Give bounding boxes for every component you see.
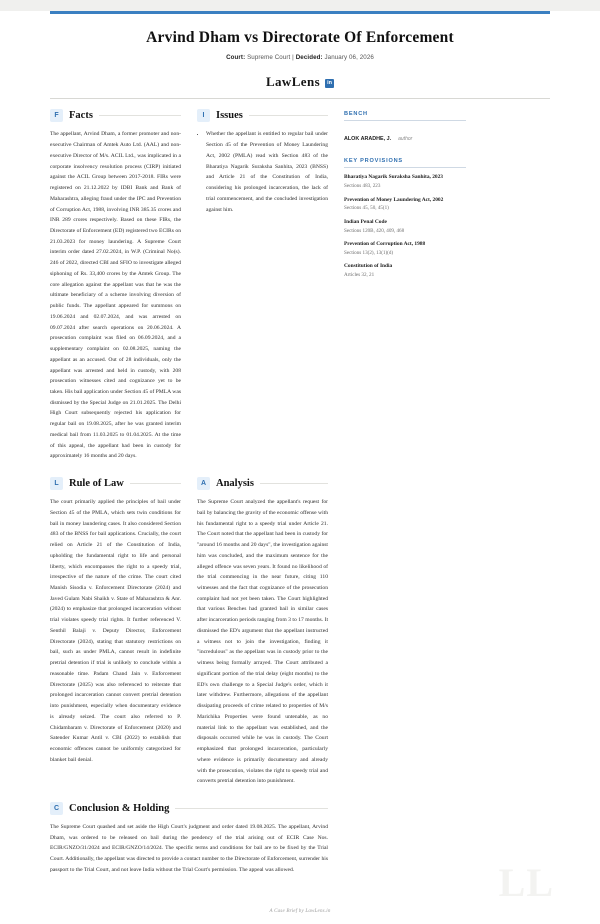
list-item — [344, 197, 466, 213]
facts-issues-row — [50, 109, 328, 477]
provision-sections: Articles 32, 21 — [344, 272, 375, 279]
document-meta — [60, 54, 540, 61]
key-provisions-title: KEY PROVISIONS — [344, 158, 403, 165]
provision-sections: Sections 483, 223 — [344, 183, 381, 190]
section-facts-title: Facts — [69, 110, 93, 122]
section-rule-of-law-header — [50, 477, 181, 490]
issues-list — [197, 129, 328, 215]
bench-title: BENCH — [344, 111, 368, 118]
page-title: Arvind Dham vs Directorate Of Enforcement — [146, 29, 454, 46]
section-issues-header — [197, 109, 328, 122]
rule-of-law-icon: L — [50, 477, 63, 490]
section-facts — [50, 109, 181, 462]
provision-name: Constitution of India — [344, 263, 393, 270]
section-analysis-header — [197, 477, 328, 490]
section-divider — [130, 483, 181, 484]
facts-column — [50, 109, 181, 477]
decided-label: Decided: — [295, 54, 323, 62]
provision-name: Bharatiya Nagarik Suraksha Sanhita, 2023 — [344, 174, 443, 181]
section-analysis-title: Analysis — [216, 478, 254, 490]
section-rule-of-law — [50, 477, 181, 765]
facts-icon: F — [50, 109, 63, 122]
document-footer: A Case Brief by LawLens.in — [269, 908, 331, 914]
section-facts-header — [50, 109, 181, 122]
list-item — [344, 241, 466, 257]
decided-value: January 06, 2026 — [324, 54, 374, 62]
conclusion-paragraph: The Supreme Court quashed and set aside the High Court's judgment and order dated 19.08.2025. The appellant, Arvind Dham, was ordered to be released on bail during the pendency of the trial arising out of ECIR Case Nos. ECIR/GNZO/31/2024 and ECIR/GNZO/14/2024. The specific terms and conditions for bail are to be fixed by the Trial Court. Additionally, the appellant was directed to provide a contact number to the Directorate of Enforcement, surrender his passport to the Trial Court, and not leave India without the Trial Court's permission. The appeal was allowed. — [50, 823, 328, 873]
conclusion-icon: C — [50, 802, 63, 815]
section-rule-of-law-title: Rule of Law — [69, 478, 124, 490]
section-issues-title: Issues — [216, 110, 243, 122]
list-item — [344, 219, 466, 235]
analysis-icon: A — [197, 477, 210, 490]
brand-name: LawLens — [265, 74, 321, 90]
facts-paragraph: The appellant, Arvind Dham, a former promoter and non-executive Chairman of Amtek Auto Ltd. (AAL) and non-executive Director of M/s. ACIL Ltd., was implicated in a corporate insolvency resolution process (CIRP) initiated against the ACIL Group between 2017-2018. FIRs were registered on 21.12.2022 by IDBI Bank and Bank of Maharashtra, alleging fraud under the IPC and Prevention of Corruption Act, 1988, involving INR 385.35 crores and INR 289 crores respectively. Based on these FIRs, the Directorate of Enforcement (ED) registered two ECIRs on 21.03.2023 for money laundering. A Supreme Court interim order dated 27.02.2024, in W.P. (Criminal No(s). 246 of 2022, directed CBI and SFIO to investigate alleged siphoning of Rs. 33,400 crores by the Amtek Group. The core allegation against the appellant was that he was the ultimate beneficiary of a scheme involving diversion of public funds. The appellant appeared for summons on 19.06.2024 and 02.07.2024, and was arrested on 09.07.2024 after search operations on 20.06.2024. A prosecution complaint was filed on 06.09.2024, and a supplementary complaint on 02.08.2025, naming the appellant as an accused. Out of 28 individuals, only the appellant was arrested and held in custody, with 208 prosecution witnesses cited and cognizance yet to be taken. His bail application under Section 45 of PMLA was dismissed by the Special Judge on 21.01.2025. The Delhi High Court subsequently rejected his application for regular bail on 19.08.2025, after he was granted interim medical bail from 11.03.2025 to 01.04.2025. At the time of this appeal, the appellant had been in custody for approximately 16 months and 20 days. — [50, 131, 181, 460]
rule-of-law-paragraph: The court primarily applied the principles of bail under Section 45 of the PMLA, which sets twin conditions for bail in money laundering cases. It also considered Section 483 of the BNSS for bail applications. Crucially, the court relied on Article 21 of the Constitution of India, upholding the fundamental right to life and personal liberty, which encompasses the right to a speedy trial, irrespective of the nature of the crime. The court cited Manish Sisodia v. Enforcement Directorate (2024) and Javed Gulam Nabi Shaikh v. State of Maharashtra & Anr. (2024) to emphasize that prolonged incarceration without trial violates speedy trial rights. It further referenced V. Senthil Balaji v. Deputy Director, Enforcement Directorate (2024), stating that statutory restrictions on bail, such as under PMLA, cannot result in indefinite pretrial detention if trial is unlikely to conclude within a reasonable time. Padam Chand Jain v. Enforcement Directorate (2025) was also referenced to reiterate that prolonged incarceration cannot convert pretrial detention into punishment, especially when documentary evidence is already seized. The court also referred to P. Chidambaram v. Directorate of Enforcement (2020) and Satender Kumar Antil v. CBI (2022) to establish that economic offences cannot be uniformly categorized for blanket bail denial. — [50, 499, 181, 763]
provision-sections: Sections 13(2), 13(1)(d) — [344, 249, 394, 256]
provision-sections: Sections 45, 50, 45(1) — [344, 205, 389, 212]
document-page — [0, 11, 600, 924]
section-conclusion-header — [50, 802, 328, 815]
section-divider — [249, 115, 328, 116]
analysis-column — [197, 477, 328, 802]
section-conclusion — [50, 802, 328, 876]
rule-analysis-row — [50, 477, 328, 802]
body-grid — [0, 99, 600, 890]
court-value: Supreme Court — [247, 54, 291, 62]
rule-of-law-column — [50, 477, 181, 802]
section-conclusion-title: Conclusion & Holding — [69, 802, 170, 814]
meta-separator: | — [292, 54, 294, 62]
watermark: LL — [498, 859, 554, 905]
list-item — [344, 263, 466, 279]
provision-name: Prevention of Money Laundering Act, 2002 — [344, 196, 444, 203]
brand — [60, 74, 540, 90]
sidebar — [344, 109, 466, 890]
section-divider — [260, 483, 328, 484]
issues-icon: I — [197, 109, 210, 122]
key-provisions-divider — [344, 167, 466, 168]
provision-sections: Sections 120B, 420, 409, 468 — [344, 227, 405, 234]
section-divider — [99, 115, 181, 116]
list-item — [344, 174, 466, 190]
judge-role: author — [398, 136, 413, 143]
bench-divider — [344, 120, 466, 121]
issues-column — [197, 109, 328, 477]
provision-name: Prevention of Corruption Act, 1988 — [344, 240, 426, 247]
judge-name: ALOK ARADHE, J. — [344, 136, 392, 143]
section-analysis — [197, 477, 328, 787]
section-issues — [197, 109, 328, 215]
sidebar-bench — [344, 111, 466, 145]
list-item: • Whether the appellant is entitled to regular bail under Section 45 of the Prevention of Money Laundering Act, 2002 (PMLA) read with Section 483 of the Bharatiya Nagarik Suraksha Sanhita, 2023 (BNSS) and Article 21 of the Constitution of India, considering his prolonged incarceration, the lack of trial commencement, and the concluded investigation against him. — [206, 129, 328, 215]
bench-judge — [344, 127, 466, 145]
court-label: Court: — [226, 54, 246, 62]
main-column — [50, 109, 328, 890]
brand-badge-icon: in — [325, 79, 334, 88]
sidebar-key-provisions — [344, 158, 466, 279]
document-header — [0, 14, 600, 90]
analysis-paragraph: The Supreme Court analyzed the appellant's request for bail by balancing the gravity of the economic offense with his fundamental right to a speedy trial under Article 21. The Court noted that the appellant had been in custody for "around 16 months and 20 days", the investigation against him was concluded, and the maximum sentence for the alleged offence was seven years. It found no likelihood of the trial commencing in the near future, citing 110 witnesses and the fact that cognizance of the prosecution complaint had not yet been taken. The Court highlighted that various Benches had granted bail in similar cases after incarceration periods ranging from 3 to 17 months. It dismissed the ED's argument that the appellant instructed a witness not to join the investigation, finding it "incredulous" as the appellant was in custody prior to the witness being formally arrayed. The Court attributed a significant portion of the trial delay (eight months) to the ED's own challenge to a Special Judge's order, which it later withdrew. Furthermore, allegations of the appellant dissipating proceeds of crime related to properties of M/s Marichika Properties were found untenable, as no material link to the appellant was established, and the disposals occurred while he was in custody. The Court emphasized that prolonged incarceration, particularly where evidence is primarily documentary and already with the prosecution, violates the right to speedy trial and converts pretrial detention into punishment. — [197, 499, 328, 785]
provision-name: Indian Penal Code — [344, 218, 387, 225]
